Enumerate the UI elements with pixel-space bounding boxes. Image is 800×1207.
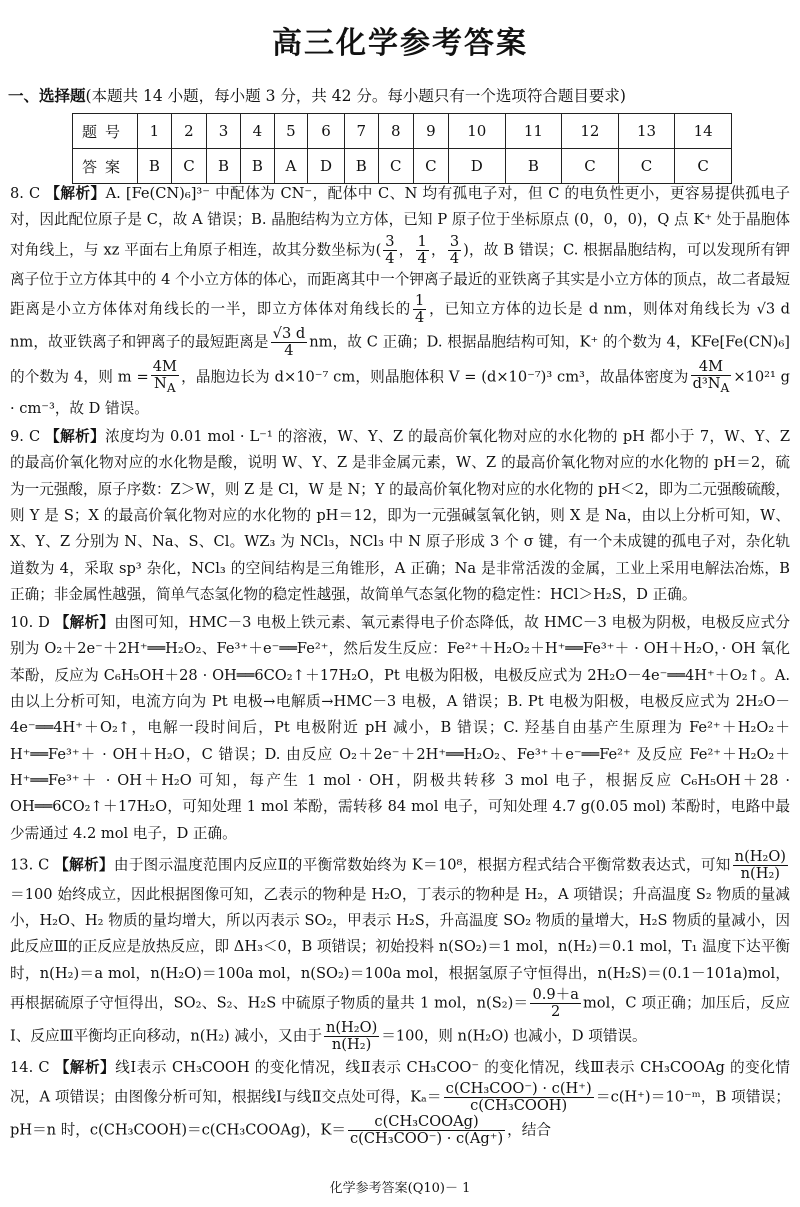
explanation-q8: 8. C 【解析】A. [Fe(CN)₆]³⁻ 中配体为 CN⁻，配体中 C、N 均有孤电子对，但 C 的电负性更小，更容易提供孤电子对，因此配位原子是 C，故 A 错误；B. 晶胞结构为立方体，已知 P 原子位于坐标原点 (0，0，0)，Q 点 K⁺ 处于晶胞体对角线上，与 xz 平面右上角原子相连，故其分数坐标为( $\frac{3}{4}$ ， $\frac{1}{4}$ ， $\frac{3}{4}$ )，故 B 错误；C. 根据晶胞结构，可以发现所有钾离子位于立方体其中的 4 个小立方体的体心，而距离其中一个钾离子最近的亚铁离子其实是小立方体的顶点，故二者最短距离是小立方体体对角线长的一半，即立方体体对角线长的 $\frac{1}{4}$ ，已知立方体的边长是 d nm，则体对角线长为 √3 d nm，故亚铁离子和钾离子的最短距离是 $\frac{√3 d}{4}$ nm，故 C 正确；D. 根据晶胞结构可知，K⁺ 的个数为 4，KFe[Fe(CN)₆] 的个数为 4，则 m = $\frac{4M}{N_A}$ ，晶胞边长为 d×10⁻⁷ cm，则晶胞体积 V = (d×10⁻⁷)³ cm³，故晶体密度为 $\frac{4M}{d^3N_A}$ ×10²¹ g · cm⁻³，故 D 错误。: [10, 185, 790, 417]
fraction: $\frac{4M}{N_A}$: [152, 357, 177, 395]
explanation-text: ＝c(H⁺)＝10⁻ᵐ，B 项错误；pH＝n 时，c(CH₃COOH)＝c(CH₃COOAg)，K＝: [10, 1088, 790, 1139]
explanation-text: mol，C 项正确；加压后，反应Ⅰ、反应Ⅲ平衡均正向移动，n(H₂) 减小，又由于: [10, 994, 790, 1045]
fraction: $\frac{√3 d}{4}$: [272, 324, 306, 359]
analysis-tag: 【解析】: [54, 1059, 116, 1077]
explanation-q10: [10, 610, 790, 847]
explanation-q9: [10, 424, 790, 608]
analysis-tag: 【解析】: [45, 428, 106, 446]
question-head: 14. C: [10, 1059, 50, 1077]
explanation-text: nm，故 C 正确；D. 根据晶胞结构可知，K⁺ 的个数为 4，KFe[Fe(CN)₆] 的个数为 4，则 m =: [10, 333, 790, 386]
question-number-cell: 8: [378, 114, 413, 149]
fraction: $\frac{\text{c(CH₃COOAg)}}{\text{c(CH₃COO⁻) · c(Ag⁺)}}$: [349, 1113, 504, 1148]
explanation-text: 线Ⅰ表示 CH₃COOH 的变化情况，线Ⅱ表示 CH₃COO⁻ 的变化情况，线Ⅲ表示 CH₃COOAg 的变化情况，A 项错误；由图像分析可知，根据线Ⅰ与线Ⅱ交点处可得，Kₐ＝: [10, 1059, 790, 1106]
explanation-text: A. [Fe(CN)₆]³⁻ 中配体为 CN⁻，配体中 C、N 均有孤电子对，但 C 的电负性更小，更容易提供孤电子对，因此配位原子是 C，故 A 错误；B. 晶胞结构为立方体，已知 P 原子位于坐标原点 (0，0，0)，Q 点 K⁺ 处于晶胞体对角线上，与 xz 平面右上角原子相连，故其分数坐标为: [10, 185, 790, 259]
fraction: $\frac{3}{4}$: [385, 232, 395, 267]
row-label-answer: 答案: [73, 149, 138, 184]
answer-cell: D: [449, 149, 506, 184]
fraction: $\frac{1}{4}$: [417, 232, 427, 267]
question-number-cell: 3: [207, 114, 241, 149]
section-heading: [8, 84, 798, 106]
fraction: $\frac{\text{c(CH₃COO⁻) · c(H⁺)}}{\text{c(CH₃COOH)}}$: [445, 1080, 592, 1115]
explanation-text: ＝100，则 n(H₂O) 也减小，D 项错误。: [381, 1027, 647, 1045]
explanation-text: 由图可知，HMC－3 电极上铁元素、氧元素得电子价态降低，故 HMC－3 电极为阴极，电极反应式分别为 O₂＋2e⁻＋2H⁺══H₂O₂、Fe³⁺＋e⁻══Fe²⁺，然后发生反应：Fe²⁺＋H₂O₂＋H⁺══Fe³⁺＋ · OH＋H₂O，· OH 氧化苯酚，反应为 C₆H₅OH＋28 · OH══6CO₂↑＋17H₂O，Pt 电极为阳极，电极反应式为 2H₂O－4e⁻══4H⁺＋O₂↑。A. 由以上分析可知，电流方向为 Pt 电极→电解质→HMC－3 电极，A 错误；B. Pt 电极为阳极，电极反应式为 2H₂O－4e⁻══4H⁺＋O₂↑，电解一段时间后，Pt 电极附近 pH 减小，B 错误；C. 羟基自由基产生原理为 Fe²⁺＋H₂O₂＋H⁺══Fe³⁺＋ · OH＋H₂O，C 错误；D. 由反应 O₂＋2e⁻＋2H⁺══H₂O₂、Fe³⁺＋e⁻══Fe²⁺ 及反应 Fe²⁺＋H₂O₂＋H⁺══Fe³⁺＋ · OH＋H₂O 可知，每产生 1 mol · OH，阴极共转移 3 mol 电子，根据反应 C₆H₅OH＋28 · OH══6CO₂↑＋17H₂O，可知处理 1 mol 苯酚，需转移 84 mol 电子，可知处理 4.7 g(0.05 mol) 苯酚时，电路中最少需通过 4.2 mol 电子，D 正确。: [10, 614, 790, 842]
explanation-text: ＝100 始终成立，因此根据图像可知，乙表示的物种是 H₂O，丁表示的物种是 H₂，A 项错误；升高温度 S₂ 物质的量减小，H₂O、H₂ 物质的量均增大，所以丙表示 SO₂，甲表示 H₂S，升高温度 SO₂ 物质的量增大，H₂S 物质的量减小，因此反应Ⅲ的正反应是放热反应，即 ΔH₃＜0，B 项错误；初始投料 n(SO₂)＝1 mol，n(H₂)＝0.1 mol，T₁ 温度下达平衡时，n(H₂)＝a mol，n(H₂O)＝100a mol，n(SO₂)＝100a mol，根据氢原子守恒得出，n(H₂S)＝(0.1－101a)mol，再根据硫原子守恒得出，SO₂、S₂、H₂S 中硫原子物质的量共 1 mol，n(S₂)＝: [10, 885, 790, 1012]
question-number-cell: 2: [171, 114, 206, 149]
answer-row: [73, 149, 732, 184]
explanation-text: ×10²¹ g · cm⁻³，故 D 错误。: [10, 368, 790, 417]
answer-cell: B: [344, 149, 378, 184]
analysis-tag: 【解析】: [54, 614, 115, 632]
answer-cell: C: [618, 149, 675, 184]
explanation-text: ，故 B 错误；C. 根据晶胞结构，可以发现所有钾离子位于立方体其中的 4 个小立方体的体心，而距离其中一个钾离子最近的亚铁离子其实是小立方体的顶点，故二者最短距离是小立方体体对角线长的一半，即立方体体对角线长的: [10, 241, 790, 318]
fraction: $\frac{4M}{d^3N_A}$: [692, 357, 730, 395]
answer-cell: C: [171, 149, 206, 184]
question-number-cell: 14: [675, 114, 732, 149]
answer-cell: A: [274, 149, 307, 184]
explanation-text: ，晶胞边长为 d×10⁻⁷ cm，则晶胞体积 V = (d×10⁻⁷)³ cm³，故晶体密度为: [180, 368, 689, 386]
question-number-cell: 7: [344, 114, 378, 149]
explanation-q13: [10, 849, 790, 1053]
question-number-cell: 9: [413, 114, 448, 149]
question-head: 8. C: [10, 185, 41, 202]
question-number-cell: 5: [274, 114, 307, 149]
answer-table: [72, 113, 732, 184]
question-number-cell: 10: [449, 114, 506, 149]
question-number-cell: 4: [240, 114, 274, 149]
fraction: $\frac{\text{n(H₂O)}}{\text{n(H₂)}}$: [325, 1019, 378, 1054]
coordinate-close: ): [463, 241, 469, 259]
analysis-tag: 【解析】: [54, 856, 114, 874]
fraction: $\frac{1}{4}$: [415, 291, 425, 326]
page-footer: 化学参考答案(Q10)－ 1: [329, 1181, 471, 1196]
answer-cell: C: [562, 149, 619, 184]
explanation-text: 由于图示温度范围内反应Ⅱ的平衡常数始终为 K＝10⁸，根据方程式结合平衡常数表达式，可知: [113, 856, 731, 874]
question-number-cell: 11: [505, 114, 562, 149]
explanations: [10, 181, 790, 1147]
question-number-cell: 12: [562, 114, 619, 149]
analysis-tag: 【解析】: [45, 185, 106, 202]
question-head: 10. D: [10, 614, 50, 632]
section-description: (本题共 14 小题，每小题 3 分，共 42 分。每小题只有一个选项符合题目要求): [85, 87, 626, 105]
answer-cell: D: [308, 149, 345, 184]
question-head: 9. C: [10, 428, 41, 446]
fraction: $\frac{0.9+a}{2}$: [532, 986, 579, 1021]
explanation-text: 浓度均为 0.01 mol · L⁻¹ 的溶液，W、Y、Z 的最高价氧化物对应的水化物的 pH 都小于 7，W、Y、Z 的最高价氧化物对应的水化物是酸，说明 W、Y、Z 是非金属元素，W、Z 的最高价氧化物对应的水化物的 pH＝2，硫为一元强酸，原子序数：Z＞W，则 Z 是 Cl，W 是 N；Y 的最高价氧化物对应的水化物的 pH＜2，即为二元强酸硫酸，则 Y 是 S；X 的最高价氧化物对应的水化物的 pH＝12，即为一元强碱氢氧化钠，则 X 是 Na，由以上分析可知，W、X、Y、Z 分别为 N、Na、S、Cl。WZ₃ 为 NCl₃，NCl₃ 中 N 原子形成 3 个 σ 键，有一个未成键的孤电子对，杂化轨道数为 4，采取 sp³ 杂化，NCl₃ 的空间结构是三角锥形，A 正确；Na 是非常活泼的金属，工业上采用电解法冶炼，B 正确；非金属性越强，简单气态氢化物的稳定性越强，故简单气态氢化物的稳定性：HCl＞H₂S，D 正确。: [10, 428, 791, 603]
question-number-cell: 1: [138, 114, 172, 149]
answer-cell: C: [675, 149, 732, 184]
question-number-cell: 6: [308, 114, 345, 149]
explanation-text: ，结合: [507, 1121, 551, 1139]
section-label: 一、选择题: [8, 87, 86, 105]
coordinate-open: (: [375, 241, 382, 259]
answer-cell: B: [138, 149, 172, 184]
answer-cell: B: [240, 149, 274, 184]
answer-cell: B: [207, 149, 241, 184]
row-label-number: 题号: [73, 114, 138, 149]
answer-cell: B: [505, 149, 562, 184]
page-title: 高三化学参考答案: [272, 26, 528, 61]
question-number-row: [73, 114, 732, 149]
question-head: 13. C: [10, 856, 50, 874]
fraction: $\frac{3}{4}$: [449, 232, 460, 267]
explanation-q14: [10, 1055, 790, 1147]
question-number-cell: 13: [618, 114, 675, 149]
explanation-text: ，已知立方体的边长是 d nm，则体对角线长为 √3 d nm，故亚铁离子和钾离子的最短距离是: [10, 300, 790, 351]
fraction: $\frac{\text{n(H₂O)}}{\text{n(H₂)}}$: [734, 847, 786, 882]
answer-cell: C: [413, 149, 448, 184]
answer-cell: C: [378, 149, 413, 184]
